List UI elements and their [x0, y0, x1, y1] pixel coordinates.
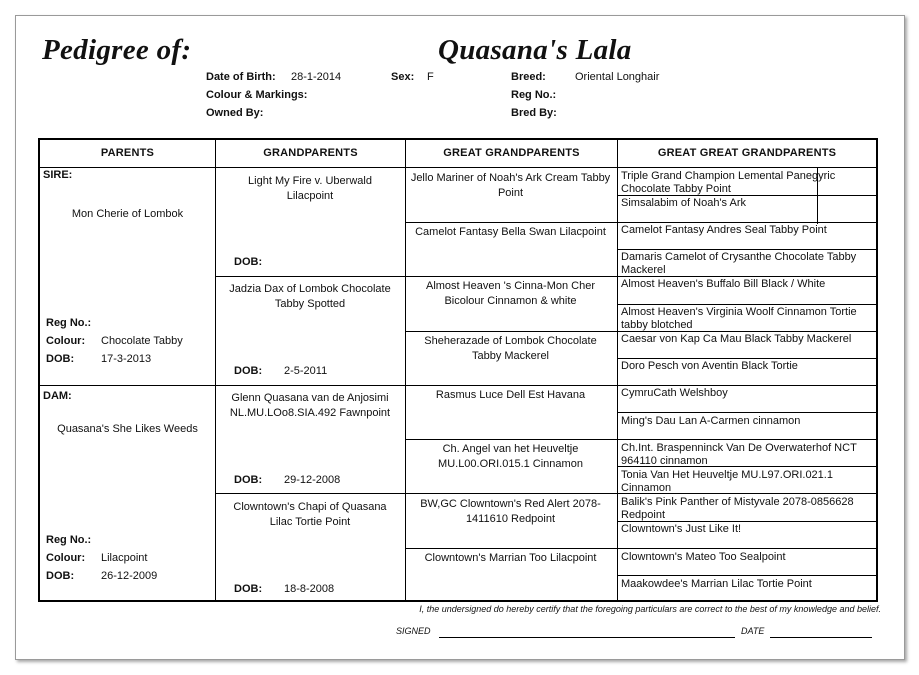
grandparent-name: Light My Fire v. Uberwald Lilacpoint — [248, 175, 372, 202]
row-divider — [617, 249, 876, 250]
great-great-grandparent-name: CymruCath Welshboy — [621, 387, 728, 399]
sex-value: F — [427, 71, 434, 83]
grandparent-dob-value: 2-5-2011 — [284, 365, 328, 377]
column-header-grandparents: GRANDPARENTS — [263, 147, 358, 159]
column-header-parents: PARENTS — [100, 147, 155, 159]
breed-label: Breed: — [511, 71, 546, 83]
pedigree-table — [38, 138, 878, 602]
sire-name: Mon Cherie of Lombok — [71, 208, 184, 220]
great-grandparent-name: BW,GC Clowntown's Red Alert 2078-1411610 Redpoint — [420, 498, 601, 525]
dam-role-label: DAM: — [43, 390, 72, 402]
dob-label: Date of Birth: — [206, 71, 276, 83]
great-great-grandparent-name: Caesar von Kap Ca Mau Black Tabby Mackerel — [621, 333, 852, 345]
colour-markings-label: Colour & Markings: — [206, 89, 308, 101]
sire-colour-label: Colour: — [46, 335, 86, 347]
column-divider — [405, 140, 406, 600]
row-divider — [40, 385, 876, 386]
pedigree-title-label: Pedigree of: — [42, 34, 192, 66]
column-divider — [617, 140, 618, 600]
signature-line[interactable] — [439, 637, 735, 638]
grandparent-dob-label: DOB: — [234, 256, 263, 268]
dam-name: Quasana's She Likes Weeds — [57, 423, 198, 435]
grandparent-name: Glenn Quasana van de Anjosimi NL.MU.LOo8.SIA.492 Fawnpoint — [229, 392, 391, 419]
dam-reg-label: Reg No.: — [46, 534, 92, 546]
grandparent-dob-label: DOB: — [234, 474, 263, 486]
great-great-grandparent-name: Ch.Int. Braspenninck Van De Overwaterhof NCT 964110 cinnamon — [621, 442, 857, 467]
grandparent-name: Clowntown's Chapi of Quasana Lilac Tortie Point — [233, 501, 387, 528]
great-grandparent-name: Camelot Fantasy Bella Swan Lilacpoint — [415, 226, 606, 238]
great-grandparent-name: Rasmus Luce Dell Est Havana — [435, 389, 586, 401]
great-great-grandparent-name: Clowntown's Mateo Too Sealpoint — [621, 551, 786, 563]
grandparent-dob-label: DOB: — [234, 583, 263, 595]
great-great-grandparent-name: Almost Heaven's Buffalo Bill Black / White — [621, 278, 826, 290]
date-line[interactable] — [770, 637, 872, 638]
sire-dob-label: DOB: — [46, 353, 75, 365]
great-great-grandparent-name: Simsalabim of Noah's Ark — [621, 197, 746, 209]
sire-colour-value: Chocolate Tabby — [101, 335, 183, 347]
column-divider — [215, 140, 216, 600]
column-header-great-great-grandparents: GREAT GREAT GRANDPARENTS — [657, 147, 837, 159]
dam-colour-label: Colour: — [46, 552, 86, 564]
great-great-grandparent-name: Tonia Van Het Heuveltje MU.L97.ORI.021.1 Cinnamon — [621, 469, 833, 494]
great-great-grandparent-name: Triple Grand Champion Lemental Panegyric Chocolate Tabby Point — [621, 170, 836, 195]
row-divider — [617, 575, 876, 576]
sire-role-label: SIRE: — [43, 169, 73, 181]
great-great-grandparent-name: Doro Pesch von Aventin Black Tortie — [621, 360, 798, 372]
grandparent-dob-value: 29-12-2008 — [284, 474, 341, 486]
breed-value: Oriental Longhair — [575, 71, 660, 83]
great-great-grandparent-name: Almost Heaven's Virginia Woolf Cinnamon Tortie tabby blotched — [621, 306, 857, 331]
bred-by-label: Bred By: — [511, 107, 557, 119]
great-great-grandparent-name: Camelot Fantasy Andres Seal Tabby Point — [621, 224, 827, 236]
sire-dob-value: 17-3-2013 — [101, 353, 152, 365]
grandparent-dob-value: 18-8-2008 — [284, 583, 335, 595]
great-great-grandparent-name: Balik's Pink Panther of Mistyvale 2078-0856628 Redpoint — [621, 496, 854, 521]
dam-dob-label: DOB: — [46, 570, 75, 582]
dam-dob-value: 26-12-2009 — [101, 570, 158, 582]
reg-no-label: Reg No.: — [511, 89, 557, 101]
row-divider — [405, 439, 876, 440]
great-great-grandparent-name: Damaris Camelot of Crysanthe Chocolate Tabby Mackerel — [621, 251, 857, 276]
row-divider — [405, 222, 876, 223]
grandparent-name: Jadzia Dax of Lombok Chocolate Tabby Spotted — [229, 283, 391, 310]
great-great-grandparent-name: Clowntown's Just Like It! — [621, 523, 742, 535]
certification-text: I, the undersigned do hereby certify that the foregoing particulars are correct to the best of my knowledge and belief. — [419, 604, 881, 614]
great-grandparent-name: Almost Heaven 's Cinna-Mon Cher Bicolour Cinnamon & white — [425, 280, 595, 307]
great-great-grandparent-name: Ming's Dau Lan A-Carmen cinnamon — [621, 415, 801, 427]
row-divider — [405, 548, 876, 549]
column-header-great-grandparents: GREAT GRANDPARENTS — [443, 147, 580, 159]
owned-by-label: Owned By: — [206, 107, 264, 119]
date-label: DATE — [741, 626, 765, 636]
sire-reg-label: Reg No.: — [46, 317, 92, 329]
signed-label: SIGNED — [396, 626, 431, 636]
great-grandparent-name: Jello Mariner of Noah's Ark Cream Tabby Point — [410, 172, 611, 199]
cat-name-title: Quasana's Lala — [438, 34, 632, 66]
row-divider — [617, 304, 876, 305]
great-grandparent-name: Ch. Angel van het Heuveltje MU.L00.ORI.015.1 Cinnamon — [438, 443, 583, 470]
row-divider — [617, 358, 876, 359]
sex-label: Sex: — [391, 71, 415, 83]
great-grandparent-name: Clowntown's Marrian Too Lilacpoint — [424, 552, 597, 564]
great-great-grandparent-name: Maakowdee's Marrian Lilac Tortie Point — [621, 578, 812, 590]
great-grandparent-name: Sheherazade of Lombok Chocolate Tabby Mackerel — [424, 335, 597, 362]
dam-colour-value: Lilacpoint — [101, 552, 148, 564]
row-divider — [617, 412, 876, 413]
dob-value: 28-1-2014 — [291, 71, 342, 83]
grandparent-dob-label: DOB: — [234, 365, 263, 377]
